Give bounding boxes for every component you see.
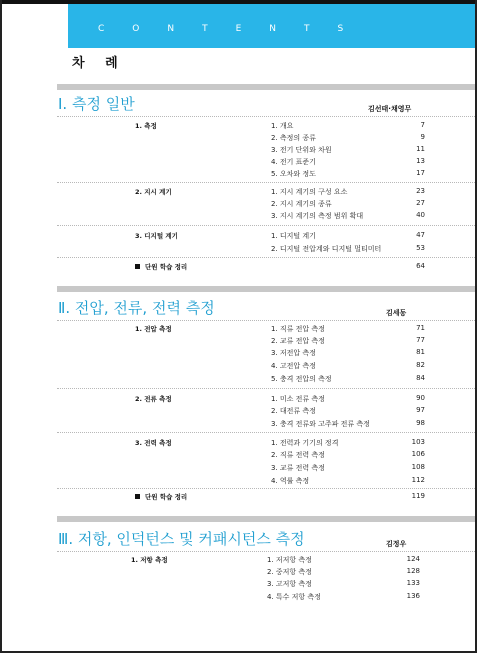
- section-3-rule: [57, 551, 475, 552]
- toc-page-number: 40: [416, 211, 425, 219]
- toc-entry: 4. 역률 측정: [271, 477, 310, 485]
- toc-entry: 1. 디지털 계기: [271, 232, 316, 240]
- toc-entry: 3. 충격 전류와 고주파 전류 측정: [271, 420, 370, 428]
- toc-entry: 1. 전력과 기기의 정격: [271, 439, 339, 447]
- group-rule: [57, 388, 475, 389]
- toc-page-number: 82: [416, 361, 425, 369]
- group-heading: 3. 전력 측정: [135, 439, 172, 447]
- toc-entry: 2. 중저항 측정: [267, 568, 312, 576]
- toc-page-number: 53: [416, 244, 425, 252]
- section-1-rule: [57, 116, 475, 117]
- section-2-rule: [57, 320, 475, 321]
- toc-entry: 1. 직류 전압 측정: [271, 325, 325, 333]
- unit-summary-label: 단원 학습 정리: [145, 493, 188, 501]
- square-bullet-icon: [135, 264, 140, 269]
- banner-text: CONTENTS: [98, 24, 372, 34]
- group-heading: 2. 전류 측정: [135, 395, 172, 403]
- section-1-author: 김선태·채영무: [368, 105, 412, 113]
- toc-entry: 2. 측정의 종류: [271, 134, 316, 142]
- toc-page-number: 103: [411, 438, 425, 446]
- toc-page-number: 124: [406, 555, 420, 563]
- unit-summary-label: 단원 학습 정리: [145, 263, 188, 271]
- group-rule: [57, 257, 475, 258]
- toc-page-number: 77: [416, 336, 425, 344]
- toc-entry: 4. 전기 표준기: [271, 158, 316, 166]
- toc-page-number: 119: [411, 492, 425, 500]
- toc-entry: 5. 충격 전압의 측정: [271, 375, 332, 383]
- toc-entry: 2. 교류 전압 측정: [271, 337, 325, 345]
- toc-entry: 5. 오차와 정도: [271, 170, 316, 178]
- toc-page-number: 23: [416, 187, 425, 195]
- unit-summary: [135, 262, 187, 271]
- toc-entry: 2. 디지털 전압계와 디지털 멀티미터: [271, 245, 382, 253]
- toc-page-number: 11: [416, 145, 425, 153]
- toc-page-number: 90: [416, 394, 425, 402]
- toc-page-number: 133: [406, 579, 420, 587]
- toc-entry: 2. 대전류 측정: [271, 407, 316, 415]
- section-2-author: 김세동: [386, 309, 407, 317]
- toc-entry: 4. 특수 저항 측정: [267, 593, 321, 601]
- square-bullet-icon: [135, 494, 140, 499]
- toc-page-number: 71: [416, 324, 425, 332]
- toc-page-number: 9: [420, 133, 425, 141]
- toc-page-number: 81: [416, 348, 425, 356]
- section-2-band: [57, 286, 475, 292]
- toc-entry: 3. 고저항 측정: [267, 580, 312, 588]
- toc-page-number: 136: [406, 592, 420, 600]
- toc-entry: 4. 고전압 측정: [271, 362, 316, 370]
- group-heading: 1. 전압 측정: [135, 325, 172, 333]
- group-rule: [57, 488, 475, 489]
- toc-page-number: 108: [411, 463, 425, 471]
- group-rule: [57, 225, 475, 226]
- toc-entry: 3. 전기 단위와 차원: [271, 146, 332, 154]
- section-1-title: Ⅰ. 측정 일반: [58, 95, 135, 113]
- toc-page-number: 97: [416, 406, 425, 414]
- toc-entry: 1. 개요: [271, 122, 294, 130]
- toc-page-number: 64: [416, 262, 425, 270]
- unit-summary: [135, 492, 187, 501]
- section-3-band: [57, 516, 475, 522]
- page-left-border: [0, 0, 2, 653]
- group-heading: 2. 지시 계기: [135, 188, 172, 196]
- section-1-band: [57, 84, 475, 90]
- toc-entry: 3. 교류 전력 측정: [271, 464, 325, 472]
- toc-page-number: 7: [420, 121, 425, 129]
- toc-page-number: 47: [416, 231, 425, 239]
- group-heading: 1. 저항 측정: [131, 556, 168, 564]
- toc-page-number: 112: [411, 476, 425, 484]
- toc-entry: 2. 지시 계기의 종류: [271, 200, 332, 208]
- group-heading: 1. 측정: [135, 122, 157, 130]
- toc-page-number: 13: [416, 157, 425, 165]
- toc-entry: 1. 지시 계기의 구성 요소: [271, 188, 348, 196]
- toc-page-number: 128: [406, 567, 420, 575]
- section-3-title: Ⅲ. 저항, 인덕턴스 및 커패시턴스 측정: [58, 530, 305, 548]
- group-rule: [57, 182, 475, 183]
- toc-entry: 3. 지시 계기의 측정 범위 확대: [271, 212, 364, 220]
- toc-page-number: 84: [416, 374, 425, 382]
- toc-entry: 2. 직류 전력 측정: [271, 451, 325, 459]
- group-heading: 3. 디지털 계기: [135, 232, 178, 240]
- contents-banner: [68, 4, 475, 48]
- toc-page-number: 17: [416, 169, 425, 177]
- toc-page-number: 106: [411, 450, 425, 458]
- section-2-title: Ⅱ. 전압, 전류, 전력 측정: [58, 299, 215, 317]
- group-rule: [57, 432, 475, 433]
- toc-entry: 1. 저저항 측정: [267, 556, 312, 564]
- toc-page-number: 98: [416, 419, 425, 427]
- toc-entry: 1. 미소 전류 측정: [271, 395, 325, 403]
- toc-entry: 3. 저전압 측정: [271, 349, 316, 357]
- section-3-author: 김정우: [386, 540, 407, 548]
- toc-page-number: 27: [416, 199, 425, 207]
- page-title: 차 례: [72, 56, 126, 71]
